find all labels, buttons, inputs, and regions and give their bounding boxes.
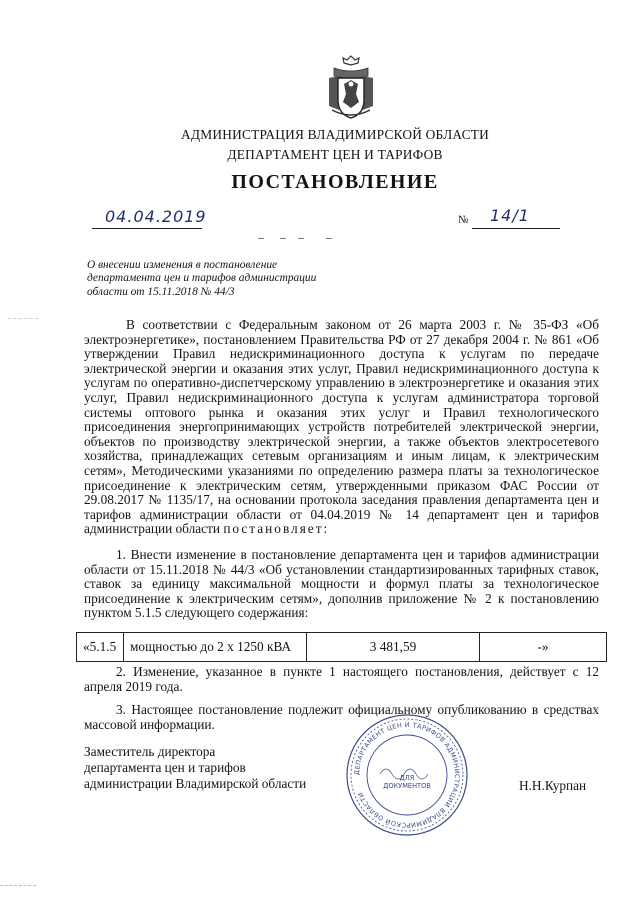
table-cell-item: «5.1.5: [77, 633, 124, 662]
number-underline: [472, 228, 560, 229]
svg-text:ДОКУМЕНТОВ: ДОКУМЕНТОВ: [383, 782, 431, 790]
paragraph-item-1: 1. Внести изменение в постановление департамента цен и тарифов администрации области от 15.11.2018 № 44/3 «Об установлении стандартизированных тарифных ставок, ставок за единицу максимальной мощности и формул платы за технологическое присоединение к электрическим сетям», дополнив приложение № 2 к постановлению пунктом 5.1.5 следующего содержания:: [84, 547, 599, 621]
table-cell-value: 3 481,59: [307, 633, 480, 662]
preamble-text: В соответствии с Федеральным законом от 26 марта 2003 г. № 35-ФЗ «Об электроэнергетике», постановлением Правительства РФ от 27 декабря 2004 г. № 861 «Об утверждении Правил недискриминационного доступа к услугам по передаче электрической энергии и оказания этих услуг, Правил недискриминационного доступа к услугам по оперативно-диспетчерскому управлению в электроэнергетике и оказания этих услуг, Правил недискриминационного доступа к услугам администратора торговой системы оптового рынка и оказания этих услуг и Правил технологического присоединения энергопринимающих устройств потребителей электрической энергии, объектов по производству электрической энергии, а также объектов электросетевого хозяйства, принадлежащих сетевым организациям и иным лицам, к электрическим сетям», Методическими указаниями по определению размера платы за технологическое присоединение к электрическим сетям, утвержденными приказом ФАС России от 29.08.2017 № 1135/17, на основании протокола заседания правления департамента цен и тарифов администрации области от 04.04.2019 № 14 департамент цен и тарифов администрации области: [84, 317, 599, 537]
signatory-line1: Заместитель директора: [84, 744, 216, 759]
document-subject: О внесении изменения в постановление департамента цен и тарифов администрации области от 15.11.2018 № 44/3: [87, 259, 317, 298]
svg-text:ДЛЯ: ДЛЯ: [399, 774, 415, 782]
signatory-name: Н.Н.Курпан: [519, 778, 587, 793]
preamble-decree-word: постановляет: [223, 521, 324, 537]
document-date: 04.04.2019: [105, 207, 207, 226]
tariff-table: [76, 632, 607, 662]
table-cell-end: -»: [480, 633, 607, 662]
coat-of-arms-icon: [326, 54, 376, 122]
footer-mark: [0, 885, 36, 886]
paragraph-item-2: 2. Изменение, указанное в пункте 1 настоящего постановления, действует с 12 апреля 2019 года.: [84, 664, 599, 694]
document-title: ПОСТАНОВЛЕНИЕ: [231, 171, 439, 193]
official-seal-icon: [344, 712, 470, 838]
number-label: №: [458, 214, 469, 226]
table-cell-description: мощностью до 2 х 1250 кВА: [124, 633, 307, 662]
signatory-line3: администрации Владимирской области: [84, 776, 307, 791]
document-number: 14/1: [490, 206, 530, 225]
table-row: [77, 633, 607, 662]
paragraph-item-3: 3. Настоящее постановление подлежит официальному опубликованию в средствах массовой информации.: [84, 702, 599, 732]
separator-dashes: [258, 238, 338, 244]
margin-mark: [8, 318, 38, 319]
date-underline: [92, 228, 202, 229]
preamble-colon: :: [323, 521, 328, 537]
svg-text:ДЕПАРТАМЕНТ ЦЕН И ТАРИФОВ АДМИ: ДЕПАРТАМЕНТ ЦЕН И ТАРИФОВ АДМИНИСТРАЦИИ ВЛАДИМИРСКОЙ ОБЛАСТИ: [352, 720, 462, 830]
signatory-line2: департамента цен и тарифов: [84, 760, 246, 775]
paragraph-preamble: [84, 318, 599, 537]
signatory-block: [84, 744, 344, 792]
org-name-line1: АДМИНИСТРАЦИЯ ВЛАДИМИРСКОЙ ОБЛАСТИ: [181, 127, 489, 142]
org-name-line2: ДЕПАРТАМЕНТ ЦЕН И ТАРИФОВ: [227, 147, 443, 162]
